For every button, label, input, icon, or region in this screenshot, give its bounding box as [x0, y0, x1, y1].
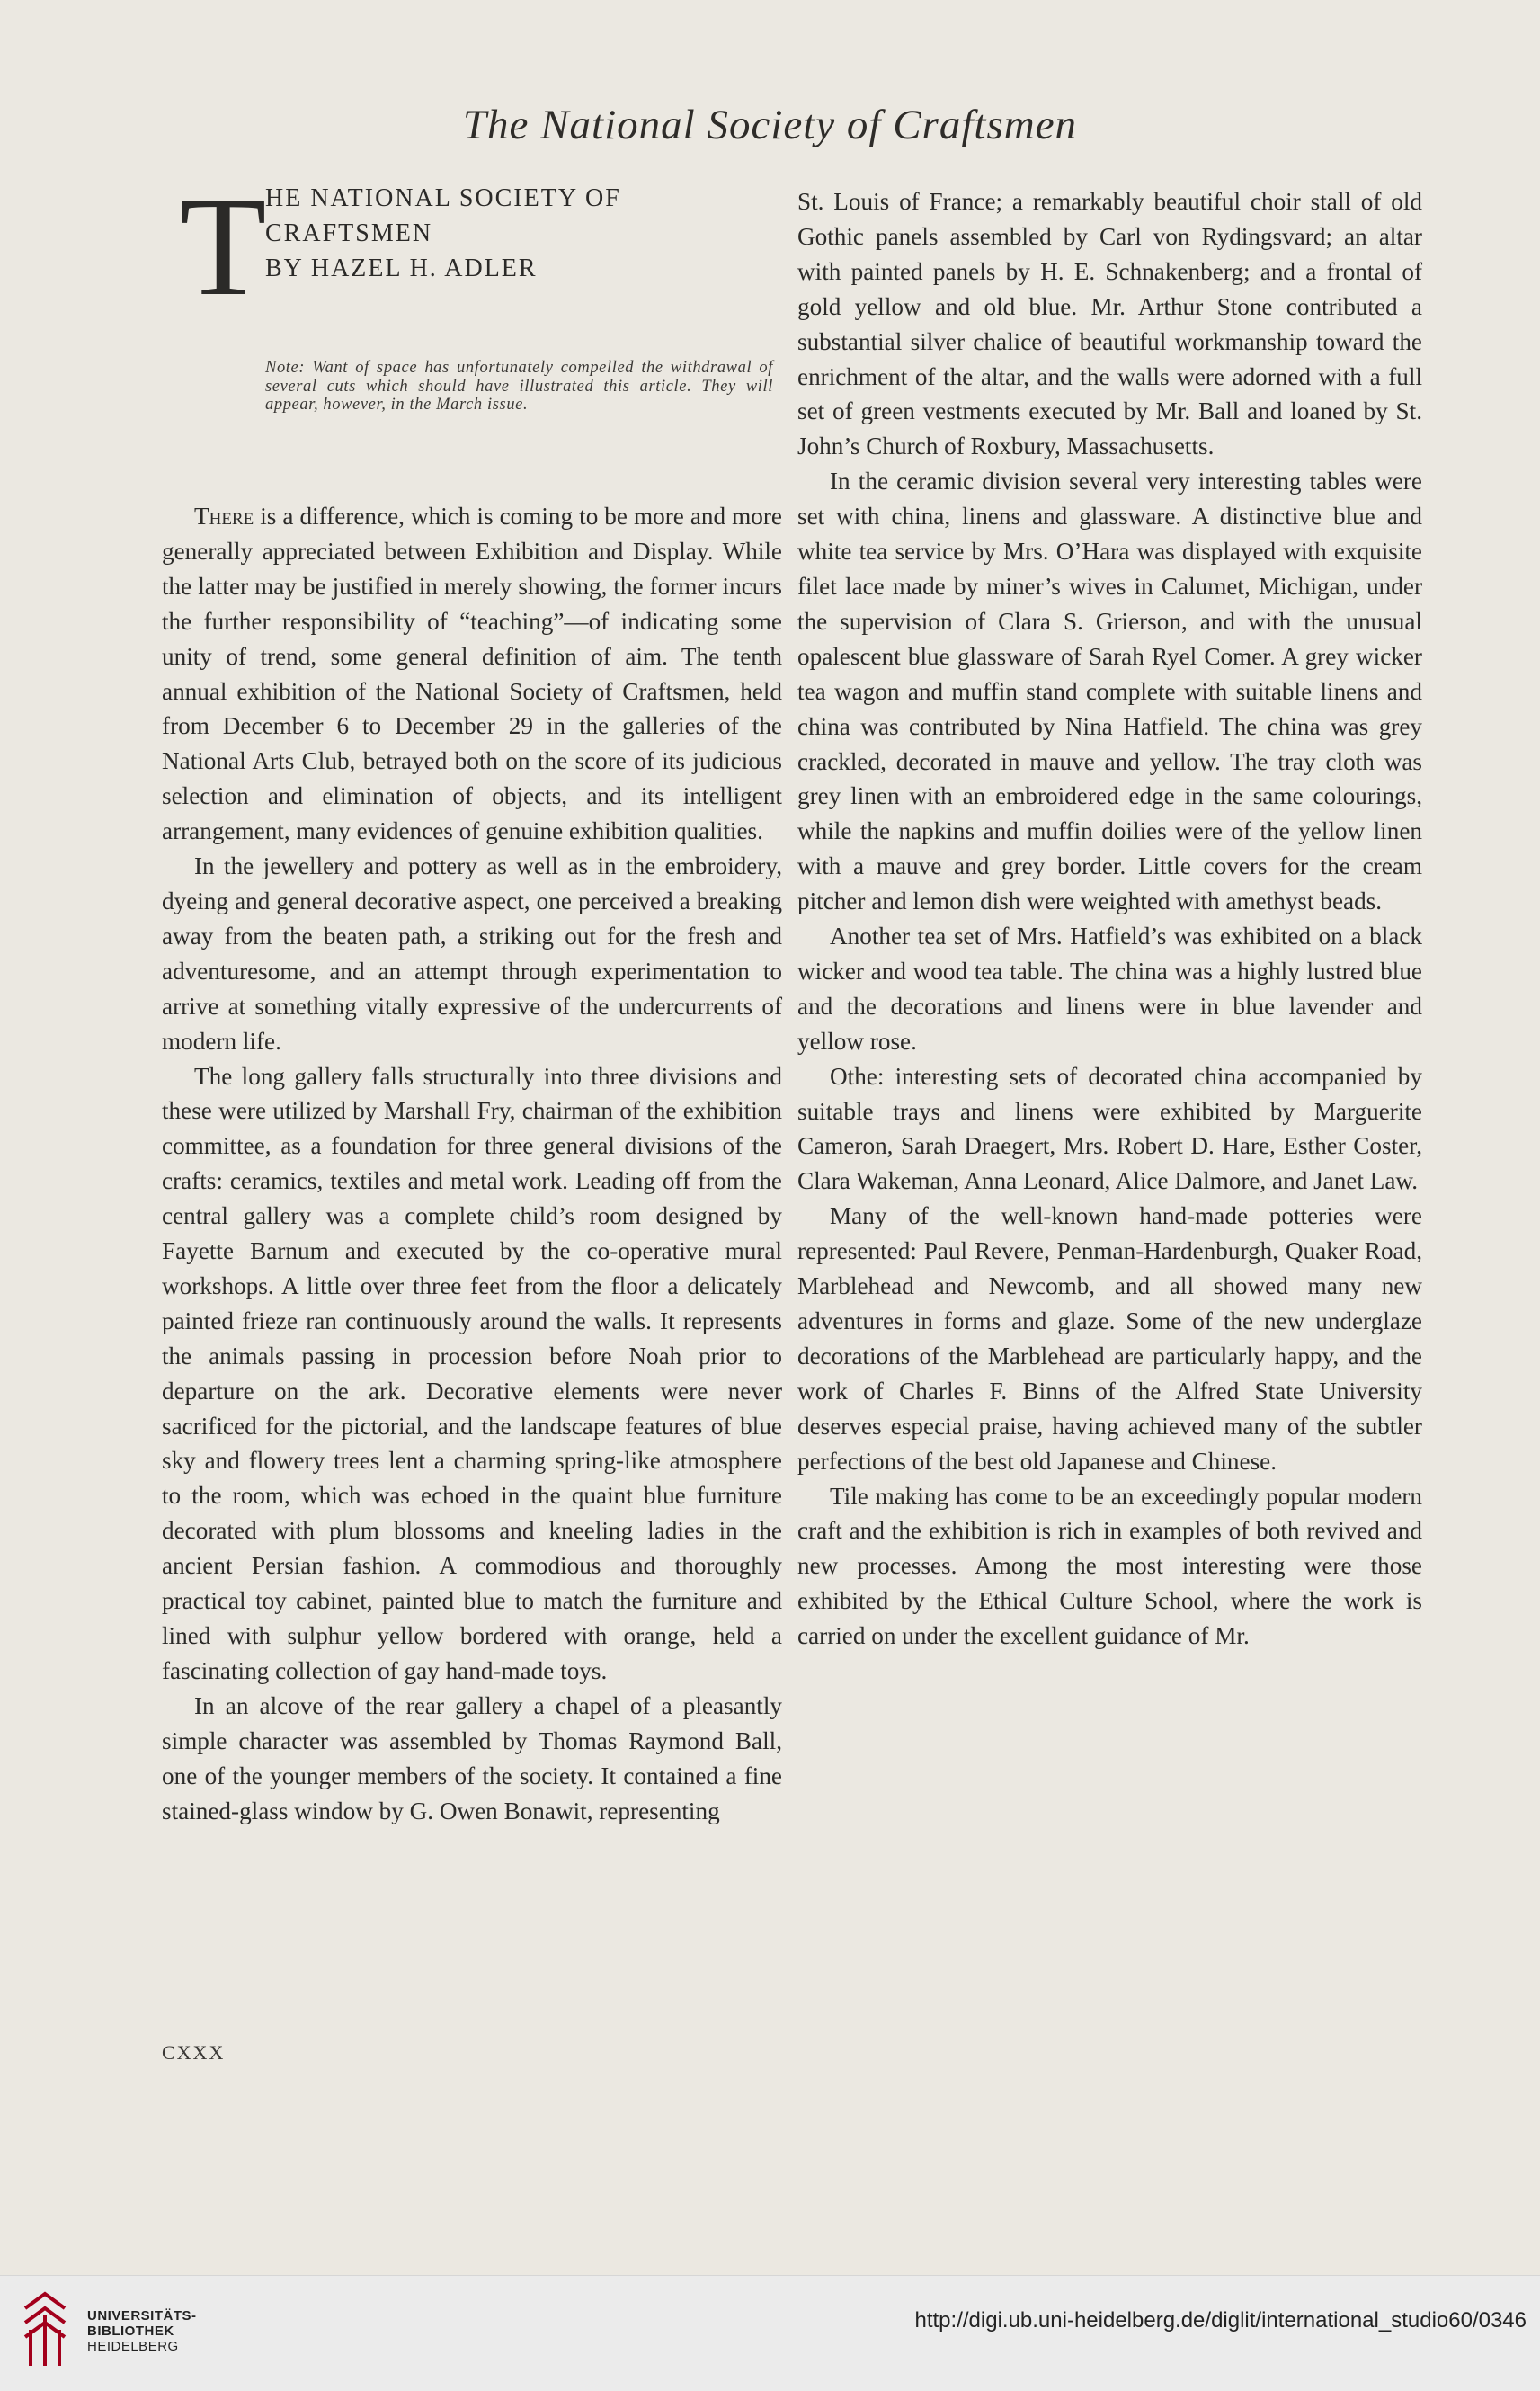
- paragraph: The long gallery falls structurally into three divisions and these were utilized by Marshall Fry, chairman of the exhibition committee, as a foundation for three general divisions of the crafts: ceramics, textiles and metal work. Leading off from the central gallery was a complete child’s room designed by Fayette Barnum and executed by the co-operative mural workshops. A little over three feet from the floor a delicately painted frieze ran continuously around the walls. It represents the animals passing in procession before Noah prior to departure on the ark. Decorative elements were never sacrificed for the pictorial, and the landscape features of blue sky and flowery trees lent a charming spring-like atmosphere to the room, which was echoed in the quaint blue furniture decorated with plum blossoms and kneeling ladies in the ancient Persian fashion. A commodious and thoroughly practical toy cabinet, painted blue to match the furniture and lined with sulphur yellow bordered with orange, held a fascinating collection of gay hand-made toys.: [162, 1062, 782, 1684]
- paragraph: Tile making has come to be an exceedingly popular modern craft and the exhibition is rich in examples of both revived and new processes. Among the most interesting were those exhibited by the Ethical Culture School, where the work is carried on under the excellent guidance of Mr.: [797, 1482, 1422, 1650]
- paragraph: [162, 499, 782, 849]
- paragraph: Another tea set of Mrs. Hatfield’s was exhibited on a black wicker and wood tea table. The china was a highly lustred blue and the decorations and linens were in blue lavender and yellow rose.: [797, 923, 1422, 1055]
- right-column: [797, 184, 1422, 1654]
- paragraph: In the ceramic division several very interesting tables were set with china, linens and glassware. A distinctive blue and white tea service by Mrs. O’Hara was displayed with exquisite filet lace made by miner’s wives in Calumet, Michigan, under the supervision of Clara S. Grierson, and with the unusual opalescent blue glassware of Sarah Ryel Comer. A grey wicker tea wagon and muffin stand complete with suitable linens and china was contributed by Nina Hatfield. The china was grey crackled, decorated in mauve and yellow. The tray cloth was grey linen with an embroidered edge in the same colourings, while the napkins and muffin doilies were of the yellow linen with a mauve and grey border. Little covers for the cream pitcher and lemon dish were weighted with amethyst beads.: [797, 468, 1422, 915]
- source-url[interactable]: http://digi.ub.uni-heidelberg.de/diglit/international_studio60/0346: [914, 2308, 1527, 2333]
- byline: BY HAZEL H. ADLER: [265, 254, 538, 282]
- library-name-line-2: BIBLIOTHEK: [87, 2324, 174, 2339]
- title-line-1: HE NATIONAL SOCIETY OF: [265, 184, 621, 212]
- running-head: The National Society of Craftsmen: [462, 102, 1078, 148]
- article-title: [265, 181, 621, 286]
- paragraph-text: is a difference, which is coming to be more and more generally appreciated between Exhibition and Display. While the latter may be justified in merely showing, the former incurs the further responsibility of “teaching”—of indicating some unity of trend, some general definition of aim. The tenth annual exhibition of the National Society of Craftsmen, held from December 6 to December 29 in the galleries of the National Arts Club, betrayed both on the score of its judicious selection and elimination of objects, and its intelligent arrangement, many evidences of genuine exhibition qualities.: [162, 503, 782, 845]
- paragraph: Many of the well-known hand-made potteries were represented: Paul Revere, Penman-Hardenburgh, Quaker Road, Marblehead and Newcomb, and all showed many new adventures in forms and glaze. Some of the new underglaze decorations of the Marblehead are particularly happy, and the work of Charles F. Binns of the Alfred State University deserves especial praise, having achieved many of the subtler perfections of the best old Japanese and Chinese.: [797, 1202, 1422, 1475]
- page-number: CXXX: [162, 2041, 226, 2064]
- paragraph: Othe: interesting sets of decorated china accompanied by suitable trays and linens were exhibited by Marguerite Cameron, Sarah Draegert, Mrs. Robert D. Hare, Esther Coster, Clara Wakeman, Anna Leonard, Alice Dalmore, and Janet Law.: [797, 1062, 1422, 1195]
- title-line-2: CRAFTSMEN: [265, 219, 433, 247]
- library-name: [87, 2308, 197, 2354]
- paragraph: St. Louis of France; a remarkably beautiful choir stall of old Gothic panels assembled by Carl von Rydingsvard; an altar with painted panels by H. E. Schnakenberg; and a frontal of gold yellow and old blue. Mr. Arthur Stone contributed a substantial silver chalice of beautiful workmanship toward the enrichment of the altar, and the walls were adorned with a full set of green vestments executed by Mr. Ball and loaned by St. John’s Church of Roxbury, Massachusetts.: [797, 188, 1422, 460]
- library-logo-icon: [18, 2290, 72, 2371]
- paragraph: In the jewellery and pottery as well as in the embroidery, dyeing and general decorative aspect, one perceived a breaking away from the beaten path, a striking out for the fresh and adventuresome, and an attempt through experimentation to arrive at something vitally expressive of the undercurrents of modern life.: [162, 852, 782, 1055]
- paragraph: In an alcove of the rear gallery a chapel of a pleasantly simple character was assembled by Thomas Raymond Ball, one of the younger members of the society. It contained a fine stained-glass window by G. Owen Bonawit, representing: [162, 1691, 782, 1824]
- left-column: [162, 168, 782, 1828]
- library-name-line-1: UNIVERSITÄTS-: [87, 2308, 197, 2324]
- article-title-block: [162, 168, 782, 388]
- drop-cap: T: [180, 168, 267, 326]
- library-name-line-3: HEIDELBERG: [87, 2339, 179, 2354]
- lead-word: There: [194, 503, 254, 530]
- editor-note: Note: Want of space has unfortunately compelled the withdrawal of several cuts which should have illustrated this article. They will appear, however, in the March issue.: [265, 359, 773, 414]
